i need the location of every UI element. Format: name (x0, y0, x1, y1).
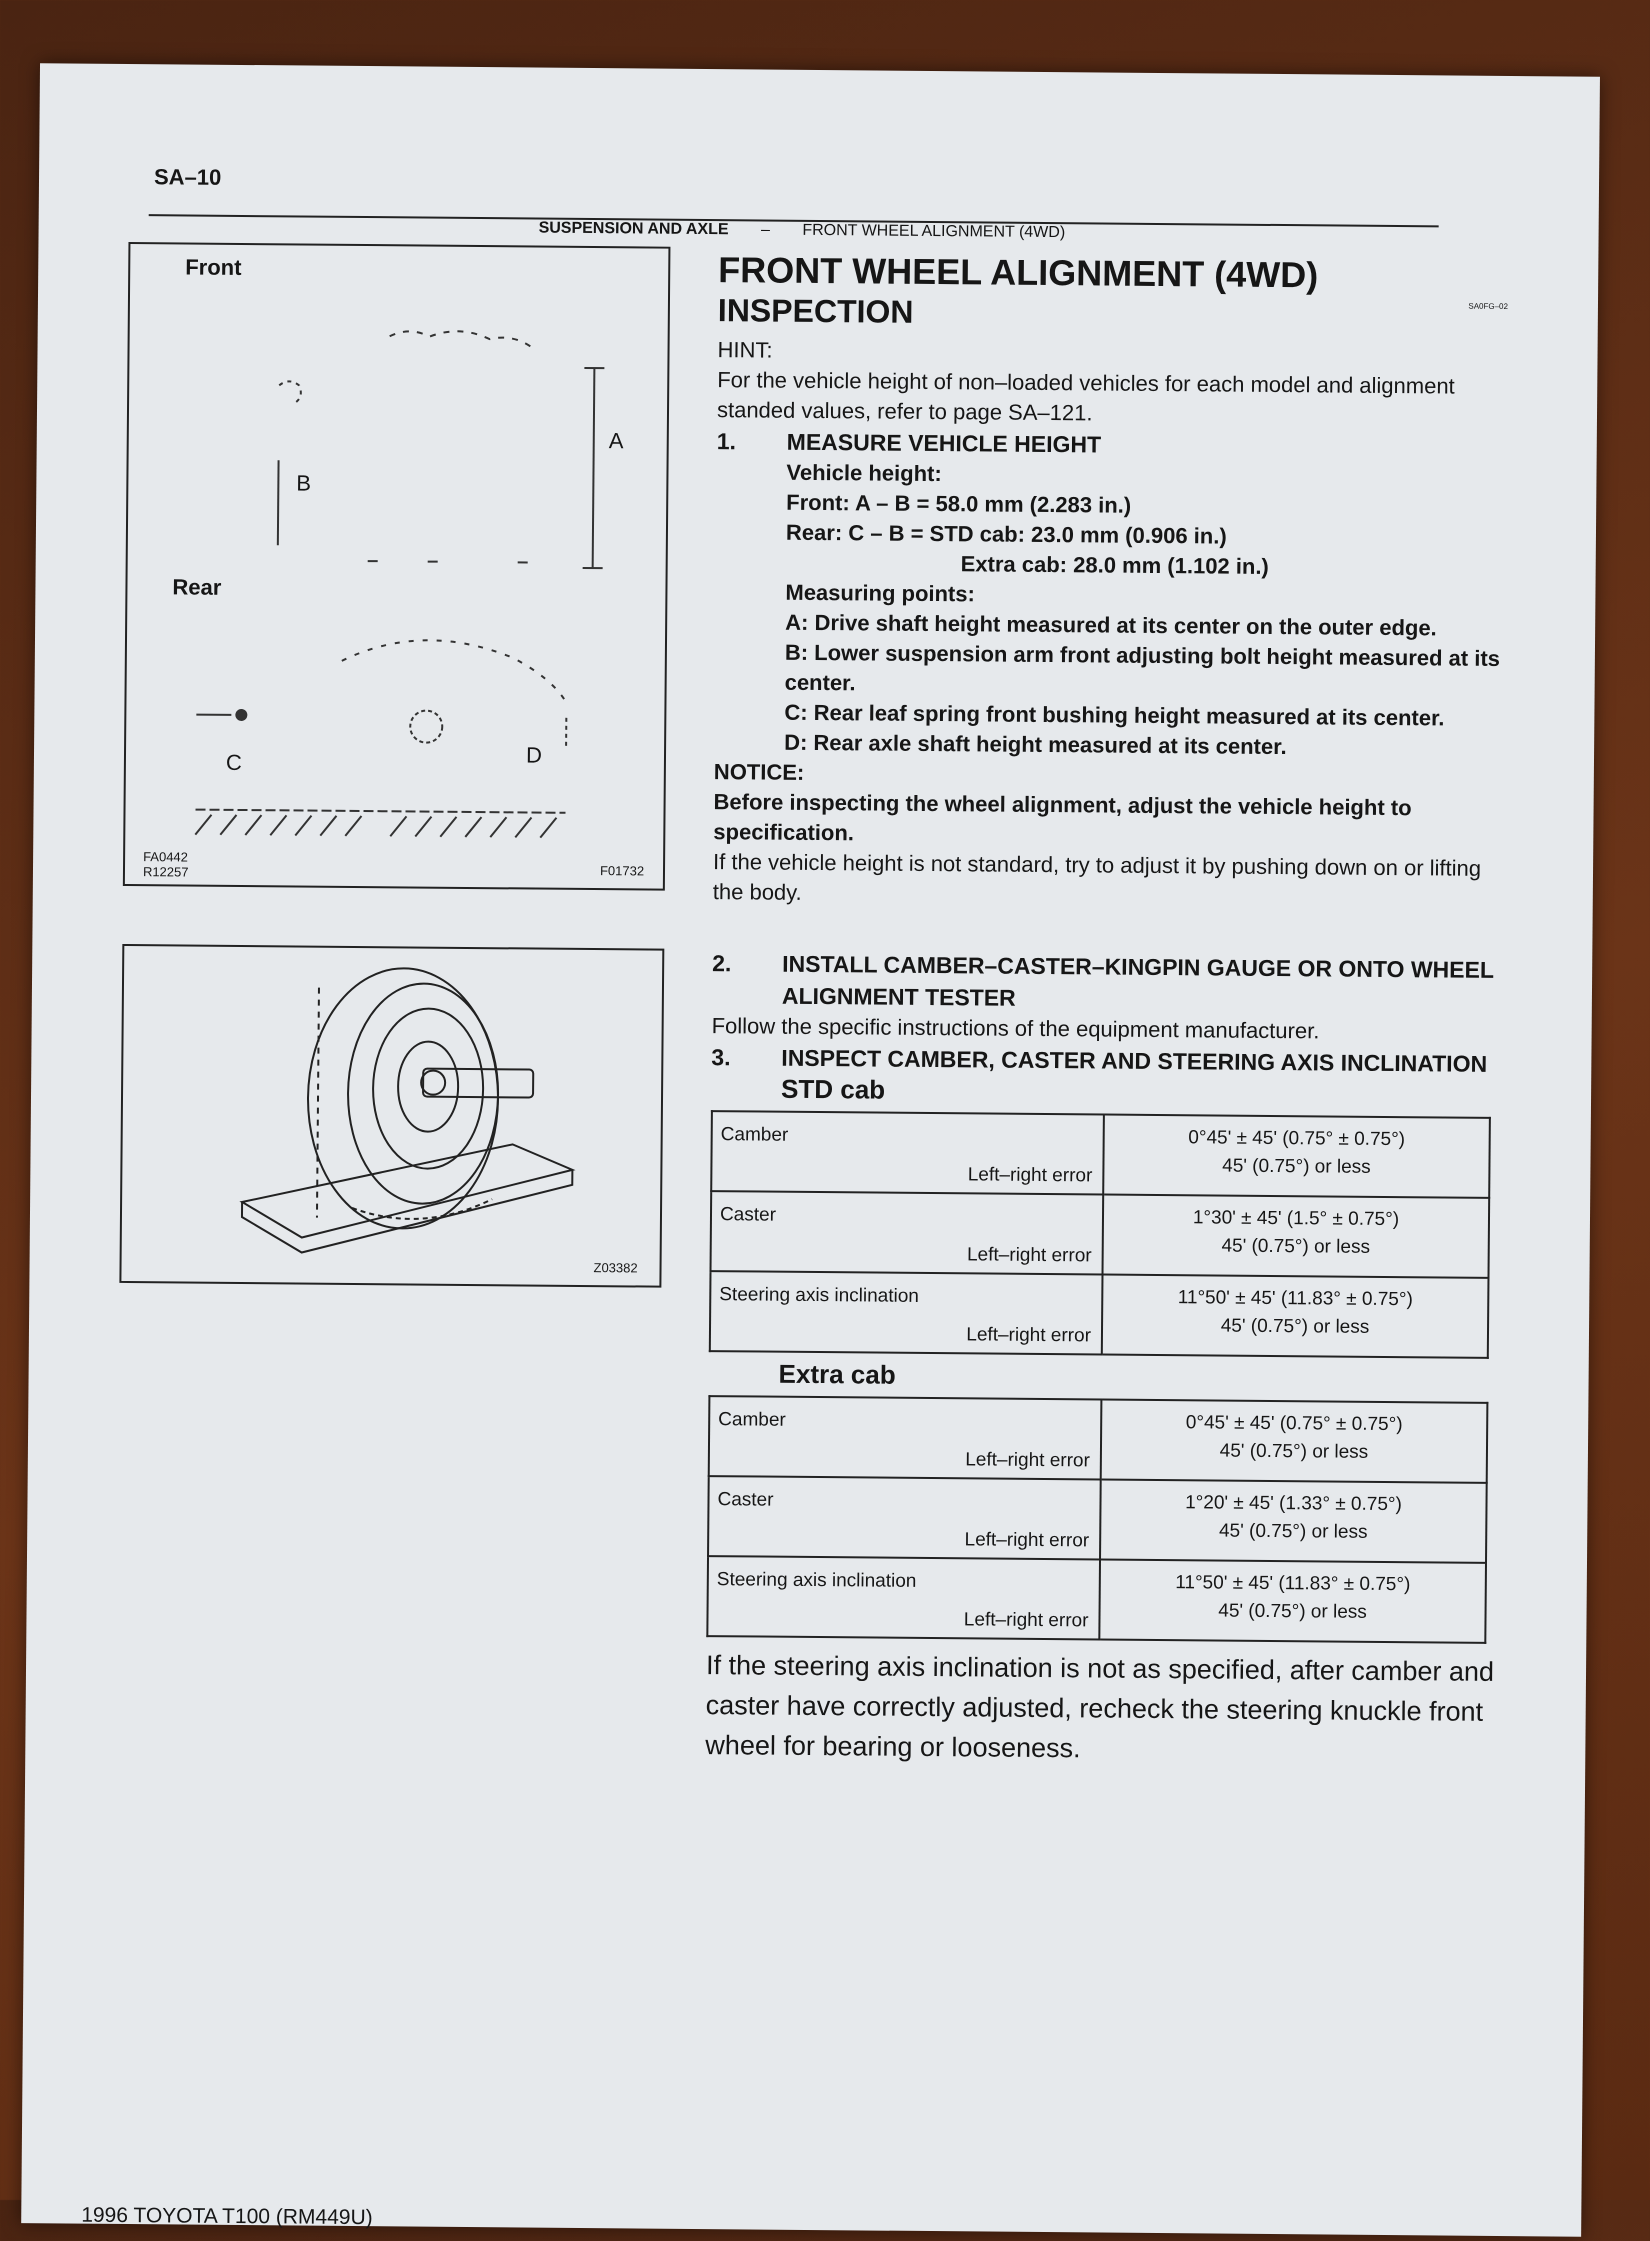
vehicle-height-rear: Rear: C – B = STD cab: 23.0 mm (0.906 in.) (716, 517, 1506, 554)
table-cell (709, 1396, 1102, 1479)
vehicle-height-drawing (125, 244, 669, 889)
table-row (711, 1191, 1490, 1278)
section-subtitle: INSPECTION (718, 291, 1508, 336)
table-cell (1100, 1480, 1487, 1563)
spec-limit: 45' (0.75°) or less (1102, 1437, 1486, 1468)
std-cab-label: STD cab (781, 1074, 1501, 1111)
spec-name: Steering axis inclination (717, 1569, 917, 1593)
wheel-gauge-drawing (121, 946, 662, 1286)
step-1-number: 1. (717, 425, 787, 458)
hint-text: For the vehicle height of non–loaded vehicles for each model and alignment standed values, refer to page SA–121. (717, 365, 1507, 432)
notice-label: NOTICE: (714, 757, 1504, 794)
spec-limit: 45' (0.75°) or less (1104, 1232, 1488, 1263)
figure-code-f: F01732 (600, 863, 644, 878)
spec-value: 1°20' ± 45' (1.33° ± 0.75°) (1101, 1489, 1485, 1520)
spec-value: 0°45' ± 45' (0.75° ± 0.75°) (1105, 1124, 1489, 1155)
spec-name: Camber (721, 1124, 789, 1147)
hint-label: HINT: (717, 335, 1507, 372)
spec-error-label: Left–right error (964, 1609, 1089, 1632)
step-2-title: INSTALL CAMBER–CASTER–KINGPIN GAUGE OR ONTO WHEEL ALIGNMENT TESTER (782, 948, 1503, 1018)
spec-error-label: Left–right error (964, 1529, 1089, 1552)
table-row (709, 1396, 1488, 1483)
measuring-point-a: A: Drive shaft height measured at its center on the outer edge. (715, 607, 1505, 644)
vehicle-height-label: Vehicle height: (716, 457, 1506, 494)
step-3-number: 3. (711, 1041, 781, 1074)
closing-note: If the steering axis inclination is not as specified, after camber and caster have correctly adjusted, recheck the steering knuckle front wheel for bearing or looseness. (705, 1645, 1496, 1772)
measuring-point-c: C: Rear leaf spring front bushing height measured at its center. (714, 697, 1504, 734)
table-cell (711, 1111, 1104, 1194)
label-b: B (296, 470, 311, 496)
spec-limit: 45' (0.75°) or less (1104, 1152, 1488, 1183)
header-subsection: FRONT WHEEL ALIGNMENT (4WD) (802, 222, 1065, 241)
table-row (710, 1271, 1489, 1358)
table-cell (1102, 1275, 1489, 1358)
std-cab-table (709, 1110, 1491, 1359)
spec-value: 11°50' ± 45' (11.83° ± 0.75°) (1103, 1284, 1487, 1315)
table-cell (1101, 1400, 1488, 1483)
manual-page (21, 63, 1600, 2237)
table-cell (1103, 1115, 1490, 1198)
spec-error-label: Left–right error (968, 1164, 1093, 1187)
spec-name: Steering axis inclination (719, 1284, 919, 1308)
page-title: FRONT WHEEL ALIGNMENT (4WD) (718, 249, 1508, 298)
spec-limit: 45' (0.75°) or less (1100, 1597, 1484, 1628)
label-c: C (226, 750, 242, 776)
wheel-gauge-figure (119, 944, 664, 1288)
table-row (708, 1476, 1487, 1563)
label-front: Front (185, 254, 241, 280)
measuring-point-b: B: Lower suspension arm front adjusting bolt height measured at its center. (715, 637, 1505, 704)
measuring-points-label: Measuring points: (715, 577, 1505, 614)
spec-error-label: Left–right error (965, 1449, 1090, 1472)
spec-limit: 45' (0.75°) or less (1101, 1517, 1485, 1548)
spec-value: 0°45' ± 45' (0.75° ± 0.75°) (1102, 1409, 1486, 1440)
label-d: D (526, 742, 542, 768)
figure-code-r: R12257 (143, 864, 189, 879)
step-3-title: INSPECT CAMBER, CASTER AND STEERING AXIS INCLINATION (781, 1042, 1487, 1080)
measuring-point-d: D: Rear axle shaft height measured at its center. (714, 727, 1504, 764)
extra-cab-table (706, 1395, 1488, 1644)
vehicle-height-front: Front: A – B = 58.0 mm (2.283 in.) (716, 487, 1506, 524)
table-cell (710, 1271, 1103, 1354)
spec-value: 11°50' ± 45' (11.83° ± 0.75°) (1101, 1569, 1485, 1600)
table-cell (708, 1476, 1101, 1559)
vehicle-height-rear-extra: Extra cab: 28.0 mm (1.102 in.) (716, 547, 1506, 584)
table-cell (707, 1556, 1100, 1639)
spec-error-label: Left–right error (967, 1244, 1092, 1267)
vehicle-height-figure (123, 242, 671, 891)
spec-name: Camber (718, 1409, 786, 1432)
table-row (711, 1111, 1490, 1198)
extra-cab-label: Extra cab (778, 1359, 1498, 1396)
spec-value: 1°30' ± 45' (1.5° ± 0.75°) (1104, 1204, 1488, 1235)
main-content (705, 249, 1508, 1772)
page-footer: 1996 TOYOTA T100 (RM449U) (81, 2204, 373, 2231)
table-cell (711, 1191, 1104, 1274)
table-row (707, 1556, 1486, 1643)
page-number: SA–10 (154, 164, 222, 191)
label-a: A (609, 428, 624, 454)
step-2-text: Follow the specific instructions of the equipment manufacturer. (712, 1011, 1502, 1048)
figure-code-fa: FA0442 (143, 849, 188, 864)
table-cell (1099, 1560, 1486, 1643)
step-2-number: 2. (712, 947, 783, 1012)
label-rear: Rear (172, 574, 221, 600)
running-header (539, 220, 1066, 243)
notice-text: If the vehicle height is not standard, try to adjust it by pushing down on or lifting the body. (713, 847, 1503, 914)
step-2 (712, 947, 1503, 1018)
spec-name: Caster (717, 1489, 773, 1511)
table-cell (1102, 1195, 1489, 1278)
spec-name: Caster (720, 1204, 776, 1226)
step-1-title: MEASURE VEHICLE HEIGHT (787, 426, 1102, 461)
title-tag: SA0FG–02 (1468, 302, 1508, 311)
notice-bold: Before inspecting the wheel alignment, adjust the vehicle height to specification. (713, 787, 1503, 854)
figure-code-z: Z03382 (593, 1260, 637, 1275)
spec-error-label: Left–right error (966, 1324, 1091, 1347)
spec-limit: 45' (0.75°) or less (1103, 1312, 1487, 1343)
header-section: SUSPENSION AND AXLE (539, 220, 729, 239)
header-separator: – (761, 221, 770, 238)
